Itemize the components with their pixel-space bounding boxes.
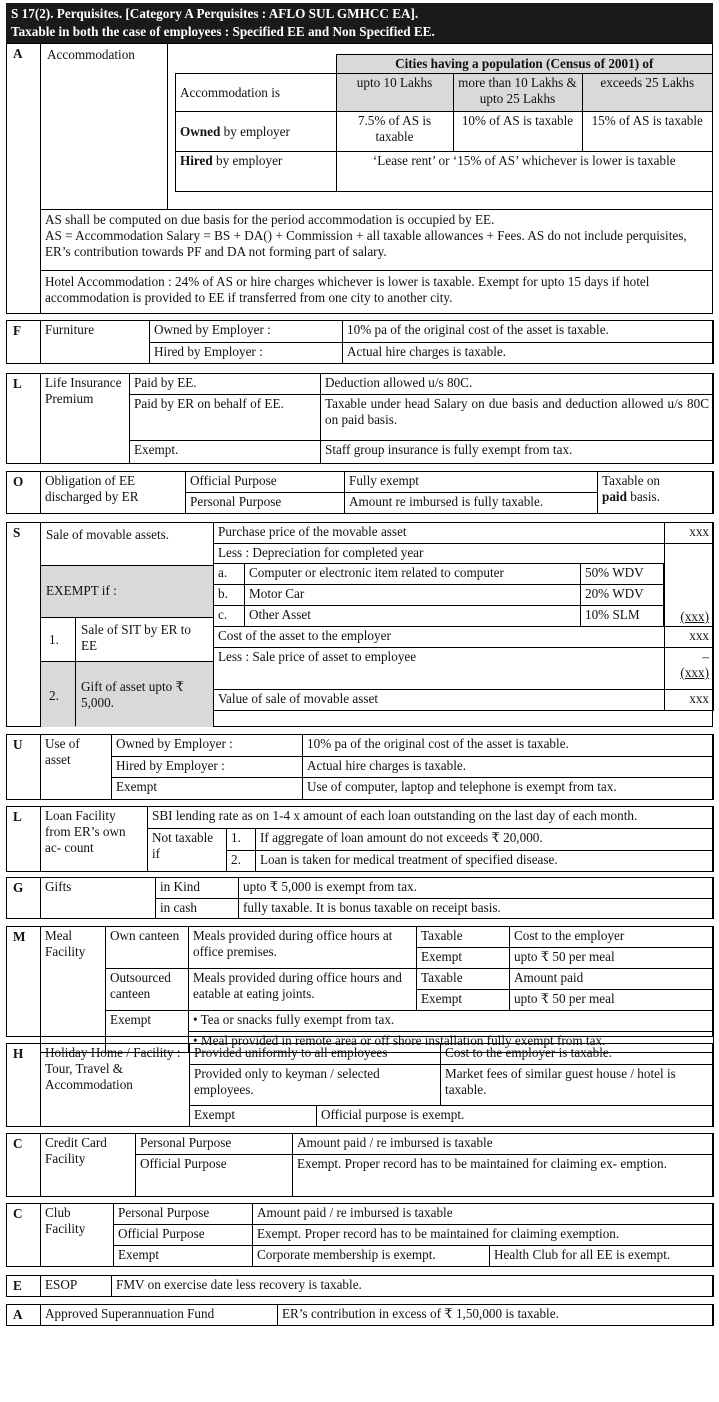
meal-bullet-1: • Tea or snacks fully exempt from tax. [189,1011,714,1032]
section-title: Holiday Home / Facility : Tour, Travel & Accommodation [41,1044,190,1127]
esop-text: FMV on exercise date less recovery is taxable. [112,1276,714,1297]
loan-cond-1-num: 1. [227,829,256,850]
cities-heading: Cities having a population (Census of 2001) of [336,55,713,74]
section-title: Approved Superannuation Fund [41,1305,278,1326]
section-letter: F [7,321,41,363]
gifts-kind-label: in Kind [156,878,239,899]
owned-val-3: 15% of AS is taxable [582,112,713,152]
use-exempt-label: Exempt [112,778,303,800]
accommodation-is-label: Accommodation is [176,74,337,112]
furniture-hired-label: Hired by Employer : [150,342,343,364]
note-as-due-basis: AS shall be computed on due basis for the period accommodation is occupied by EE. [45,212,495,227]
value-amount: xxx [665,690,714,711]
note-as-formula: AS = Accommodation Salary = BS + DA() + Commission + all taxable allowances + Fees. AS do not include perquisites, ER’s contribution towards PF and DA not forming part of salary. [45,228,687,259]
li-paid-er-value: Taxable under head Salary on due basis and deduction allowed u/s 80C on paid basis. [321,395,714,441]
li-paid-ee-value: Deduction allowed u/s 80C. [321,374,714,395]
section-life-insurance [6,373,713,464]
club-exempt: Exempt [114,1246,253,1267]
section-sale-assets [6,522,713,727]
sale-price-label: Less : Sale price of asset to employee [214,648,665,690]
exempt-if-label: EXEMPT if : [46,583,117,598]
cost-label: Cost of the asset to the employer [214,627,665,648]
cc-personal-value: Amount paid / re imbursed is taxable [293,1134,714,1155]
club-official: Official Purpose [114,1225,253,1246]
club-personal-value: Amount paid / re imbursed is taxable [253,1204,714,1225]
section-title: Club Facility [41,1204,114,1267]
holiday-keyman: Provided only to keyman / selected employees. [190,1065,441,1105]
meal-out-taxable: Taxable [417,969,510,990]
loan-not-taxable-if: Not taxable if [148,829,227,872]
gifts-cash-value: fully taxable. It is bonus taxable on receipt basis. [239,898,714,919]
dep-b-text: Motor Car [245,585,581,606]
furniture-owned-value: 10% pa of the original cost of the asset is taxable. [343,321,714,343]
owned-val-1: 7.5% of AS is taxable [336,112,453,152]
use-owned-value: 10% pa of the original cost of the asset is taxable. [303,735,714,757]
meal-own-canteen: Own canteen [106,927,189,969]
section-title: Gifts [41,878,156,919]
section-title: Meal Facility [41,927,106,1053]
furniture-owned-label: Owned by Employer : [150,321,343,343]
section-letter: A [7,44,41,313]
section-superannuation [6,1304,713,1326]
li-exempt-value: Staff group insurance is fully exempt from tax. [321,441,714,464]
cc-personal: Personal Purpose [136,1134,293,1155]
use-owned-label: Owned by Employer : [112,735,303,757]
section-title: Accommodation [47,47,135,62]
li-paid-ee: Paid by EE. [130,374,321,395]
exempt-item-1-text: Sale of SIT by ER to EE [81,622,192,653]
section-title: ESOP [41,1276,112,1297]
obligation-official: Official Purpose [186,472,345,493]
obligation-official-value: Fully exempt [345,472,598,493]
section-credit-card [6,1133,713,1197]
gifts-kind-value: upto ₹ 5,000 is exempt from tax. [239,878,714,899]
section-club [6,1203,713,1267]
sale-price-amount: – (xxx) [665,648,714,690]
meal-bullet-2: • Meal provided in remote area or off shore installation fully exempt from tax. [189,1032,714,1053]
gifts-cash-label: in cash [156,898,239,919]
meal-own-taxable-value: Cost to the employer [510,927,714,948]
holiday-keyman-value: Market fees of similar guest house / hotel is taxable. [441,1065,714,1105]
section-use-of-asset [6,734,713,800]
dep-b-label: b. [214,585,245,606]
dep-c-label: c. [214,606,245,627]
section-letter: C [7,1134,41,1196]
dep-b-rate: 20% WDV [580,585,663,606]
holiday-uniform: Provided uniformly to all employees [190,1044,441,1065]
obligation-side-note: Taxable on paid basis. [598,472,714,514]
meal-outsourced-desc: Meals provided during office hours and eatable at eating joints. [189,969,417,1011]
use-hired-value: Actual hire charges is taxable. [303,756,714,778]
owned-label: Owned by employer [176,112,337,152]
club-personal: Personal Purpose [114,1204,253,1225]
section-letter: E [7,1276,41,1296]
section-title: Loan Facility from ER’s own ac- count [41,807,148,872]
purchase-price-amount: xxx [665,523,714,544]
city-col-2: more than 10 Lakhs & upto 25 Lakhs [453,74,582,112]
owned-val-2: 10% of AS is taxable [453,112,582,152]
section-holiday-home [6,1043,713,1127]
city-col-3: exceeds 25 Lakhs [582,74,713,112]
city-col-1: upto 10 Lakhs [336,74,453,112]
header-line-1: S 17(2). Perquisites. [Category A Perquisites : AFLO SUL GMHCC EA]. [11,6,419,21]
loan-cond-2-num: 2. [227,850,256,871]
exempt-item-2-num: 2. [49,688,59,703]
section-letter: M [7,927,41,1036]
note-hotel: Hotel Accommodation : 24% of AS or hire charges whichever is lower is taxable. Exempt for upto 15 days if hotel accommodation is provided to EE if transferred from one city to another city. [41,270,712,313]
holiday-exempt-value: Official purpose is exempt. [317,1105,714,1126]
section-title: Obligation of EE discharged by ER [41,472,186,514]
meal-out-taxable-value: Amount paid [510,969,714,990]
club-exempt-corporate: Corporate membership is exempt. [253,1246,490,1267]
dep-c-text: Other Asset [245,606,581,627]
section-loan [6,806,713,872]
dep-a-label: a. [214,564,245,585]
hired-value: ‘Lease rent’ or ‘15% of AS’ whichever is lower is taxable [336,152,713,192]
superannuation-text: ER’s contribution in excess of ₹ 1,50,000 is taxable. [278,1305,714,1326]
purchase-price-label: Purchase price of the movable asset [214,523,665,544]
loan-cond-1-text: If aggregate of loan amount do not exceeds ₹ 20,000. [256,829,714,850]
loan-sbi-rate: SBI lending rate as on 1-4 x amount of each loan outstanding on the last day of each month. [148,807,714,829]
holiday-uniform-value: Cost to the employer is taxable. [441,1044,714,1065]
section-letter: L [7,807,41,871]
section-furniture [6,320,713,364]
meal-own-desc: Meals provided during office hours at office premises. [189,927,417,969]
value-label: Value of sale of movable asset [214,690,665,711]
meal-own-exempt: Exempt [417,948,510,969]
depreciation-label: Less : Depreciation for completed year [214,544,665,564]
section-letter: G [7,878,41,918]
li-exempt: Exempt. [130,441,321,464]
holiday-exempt: Exempt [190,1105,317,1126]
section-letter: A [7,1305,41,1325]
meal-out-exempt-value: upto ₹ 50 per meal [510,990,714,1011]
dep-a-rate: 50% WDV [580,564,663,585]
meal-outsourced-canteen: Outsourced canteen [106,969,189,1011]
obligation-personal-value: Amount re imbursed is fully taxable. [345,493,598,514]
meal-exempt-label: Exempt [106,1011,189,1053]
section-gifts [6,877,713,919]
club-official-value: Exempt. Proper record has to be maintained for claiming exemption. [253,1225,714,1246]
exempt-item-2-text: Gift of asset upto ₹ 5,000. [81,679,184,710]
section-esop [6,1275,713,1297]
cc-official-value: Exempt. Proper record has to be maintained for claiming ex- emption. [293,1155,714,1197]
section-letter: L [7,374,41,463]
section-letter: U [7,735,41,799]
accommodation-table [175,54,713,192]
use-hired-label: Hired by Employer : [112,756,303,778]
loan-cond-2-text: Loan is taken for medical treatment of specified disease. [256,850,714,871]
page-header [6,3,713,43]
li-paid-er: Paid by ER on behalf of EE. [130,395,321,441]
section-title: Credit Card Facility [41,1134,136,1197]
header-line-2: Taxable in both the case of employees : Specified EE and Non Specified EE. [11,24,435,39]
cc-official: Official Purpose [136,1155,293,1197]
furniture-hired-value: Actual hire charges is taxable. [343,342,714,364]
section-obligation [6,471,713,514]
hired-label: Hired by employer [176,152,337,192]
section-letter: O [7,472,41,513]
dep-a-text: Computer or electronic item related to computer [245,564,581,585]
use-exempt-value: Use of computer, laptop and telephone is exempt from tax. [303,778,714,800]
club-exempt-health: Health Club for all EE is exempt. [490,1246,714,1267]
obligation-personal: Personal Purpose [186,493,345,514]
meal-own-exempt-value: upto ₹ 50 per meal [510,948,714,969]
meal-out-exempt: Exempt [417,990,510,1011]
section-title: Sale of movable assets. [46,527,170,542]
meal-own-taxable: Taxable [417,927,510,948]
section-letter: C [7,1204,41,1266]
cost-amount: xxx [665,627,714,648]
section-title: Use of asset [41,735,112,800]
depreciation-amount: (xxx) [665,544,714,627]
section-letter: H [7,1044,41,1126]
section-meal [6,926,713,1048]
section-title: Life Insurance Premium [41,374,130,464]
section-accommodation [6,43,713,314]
dep-c-rate: 10% SLM [580,606,663,627]
section-letter: S [7,523,41,726]
exempt-item-1-num: 1. [49,632,59,647]
section-title: Furniture [41,321,150,364]
